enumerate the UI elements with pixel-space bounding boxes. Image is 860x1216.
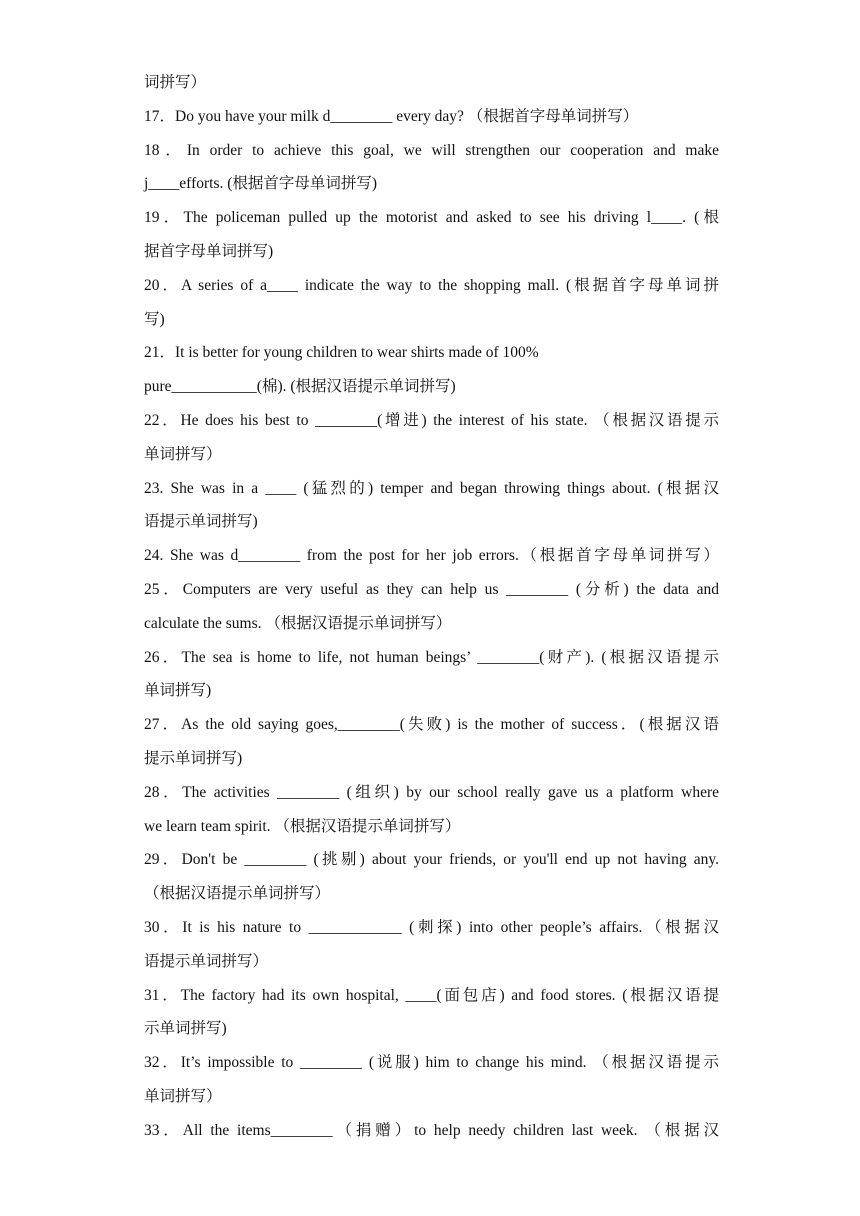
question-21: 21．It is better for young children to wear shirts made of 100% xyxy=(144,344,539,362)
text-line: 语提示单词拼写） xyxy=(144,952,269,970)
question-20: 20．A series of a____ indicate the way to the shopping mall. (根据首字母单词拼 xyxy=(144,276,719,294)
text-line: （根据汉语提示单词拼写） xyxy=(144,885,331,903)
question-25: 25．Computers are very useful as they can help us ________ (分析) the data and xyxy=(144,580,719,598)
question-24: 24. She was d________ from the post for her job errors.（根据首字母单词拼写） xyxy=(144,547,719,565)
question-18: 18．In order to achieve this goal, we will strengthen our cooperation and make xyxy=(144,141,719,159)
text-line: 据首字母单词拼写) xyxy=(144,242,274,260)
text-line: 单词拼写） xyxy=(144,1087,222,1105)
question-30: 30．It is his nature to ____________ (刺探) into other people’s affairs.（根据汉 xyxy=(144,918,719,936)
question-29: 29．Don't be ________ (挑剔) about your friends, or you'll end up not having any. xyxy=(144,851,719,869)
exercise-text xyxy=(144,66,719,1148)
question-27: 27．As the old saying goes,________(失败) is the mother of success．(根据汉语 xyxy=(144,716,719,734)
question-31: 31．The factory had its own hospital, ____(面包店) and food stores. (根据汉语提 xyxy=(144,986,719,1004)
text-line: 写) xyxy=(144,310,165,328)
text-line: 单词拼写) xyxy=(144,682,212,700)
question-32: 32．It’s impossible to ________ (说服) him to change his mind. （根据汉语提示 xyxy=(144,1054,719,1072)
text-line: 提示单词拼写) xyxy=(144,749,243,767)
question-22: 22．He does his best to ________(增进) the interest of his state. （根据汉语提示 xyxy=(144,411,719,429)
text-line: calculate the sums. （根据汉语提示单词拼写） xyxy=(144,614,452,632)
question-17: 17．Do you have your milk d________ every day? （根据首字母单词拼写） xyxy=(144,107,639,125)
question-23: 23. She was in a ____ (猛烈的) temper and began throwing things about. (根据汉 xyxy=(144,479,719,497)
question-28: 28．The activities ________ (组织) by our school really gave us a platform where xyxy=(144,783,719,801)
text-line: 示单词拼写) xyxy=(144,1020,227,1038)
text-line: 语提示单词拼写) xyxy=(144,513,258,531)
text-line: j____efforts. (根据首字母单词拼写) xyxy=(144,175,378,193)
text-line: 词拼写） xyxy=(144,74,207,91)
text-line: we learn team spirit. （根据汉语提示单词拼写） xyxy=(144,817,461,835)
text-line: 单词拼写） xyxy=(144,445,222,463)
question-33: 33．All the items________（捐赠）to help needy children last week. （根据汉 xyxy=(144,1121,719,1139)
question-19: 19．The policeman pulled up the motorist and asked to see his driving l____. (根 xyxy=(144,209,719,227)
text-line: pure___________(棉). (根据汉语提示单词拼写) xyxy=(144,378,456,396)
question-26: 26．The sea is home to life, not human beings’ ________(财产). (根据汉语提示 xyxy=(144,648,719,666)
